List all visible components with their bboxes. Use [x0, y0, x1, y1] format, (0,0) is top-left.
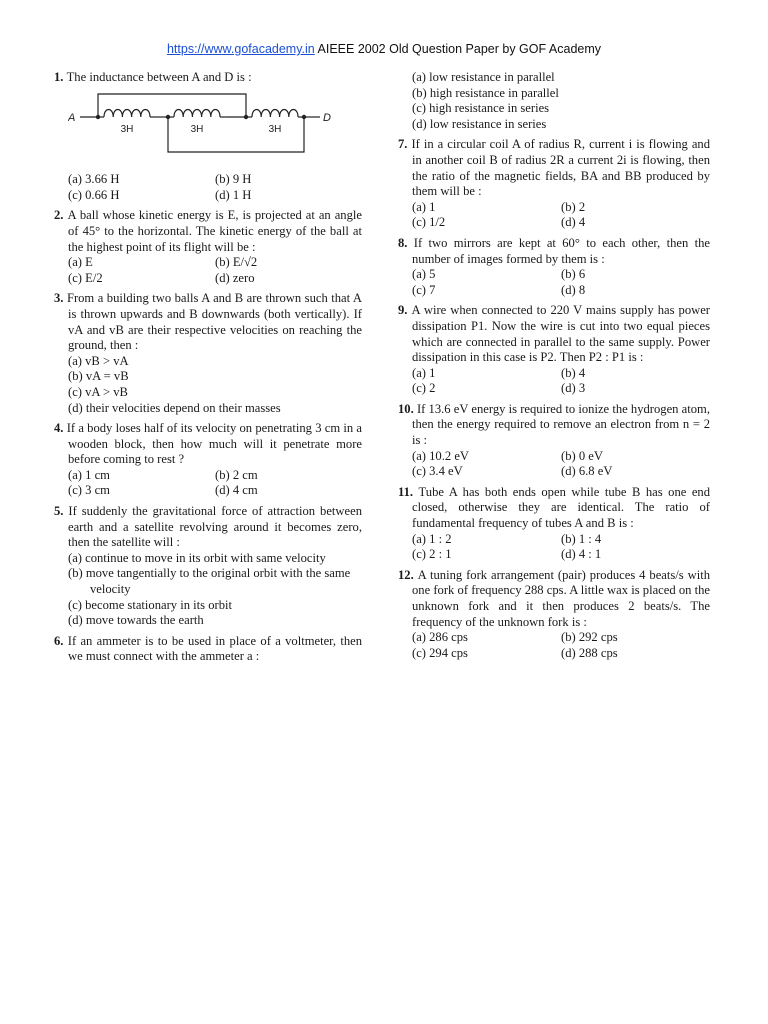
answer-option: (d) 1 H: [215, 187, 252, 202]
answer-option: (c) 2 : 1: [412, 547, 452, 562]
question-6: [54, 634, 362, 665]
question-body: If a body loses half of its velocity on penetrating 3 cm in a wooden block, then how much will it penetrate more before coming to rest ?: [66, 421, 362, 467]
inductor-coil-2: [174, 109, 220, 117]
question-text: [54, 504, 362, 551]
question-text: [398, 137, 710, 199]
answer-option: (d) their velocities depend on their masses: [68, 400, 281, 415]
answer-option: (b) 2 cm: [215, 467, 258, 482]
question-body: If two mirrors are kept at 60° to each other, then the number of images formed by them is :: [412, 235, 710, 266]
answer-option: (d) 4: [561, 215, 586, 230]
question-11: [398, 485, 710, 563]
answer-option: (a) 10.2 eV: [412, 448, 469, 463]
answer-option: (d) move towards the earth: [68, 613, 204, 628]
question-number: 9.: [398, 303, 412, 318]
question-number: 12.: [398, 567, 418, 582]
answer-option: (a) 286 cps: [412, 630, 468, 645]
label-a: A: [68, 111, 76, 124]
answer-option: (b) 292 cps: [561, 630, 618, 645]
answer-options: [398, 200, 710, 231]
answer-option: (a) low resistance in parallel: [412, 70, 555, 84]
answer-option: (b) E/√2: [215, 255, 258, 270]
answer-options: [54, 551, 362, 629]
answer-option: (a) 1 : 2: [412, 531, 452, 546]
question-1: [54, 70, 362, 203]
answer-option: (a) 5: [412, 267, 436, 282]
inductor-label-3: 3H: [268, 123, 282, 135]
answer-options: [54, 468, 362, 499]
label-d: D: [323, 111, 331, 124]
answer-option: (b) high resistance in parallel: [412, 85, 559, 100]
question-continued: [398, 70, 710, 132]
answer-options: [398, 449, 710, 480]
question-5: [54, 504, 362, 629]
answer-option: (c) 3 cm: [68, 483, 110, 498]
answer-option: (b) 4: [561, 365, 586, 380]
question-body: From a building two balls A and B are thrown such that A is thrown upwards and B downwards (both vertically). If vA and vB are their respective velocities on reaching the ground, then :: [66, 291, 363, 353]
question-8: [398, 236, 710, 298]
answer-option: (b) move tangentially to the original orbit with the same velocity: [68, 566, 351, 597]
answer-option: (a) 1: [412, 199, 436, 214]
question-text: [398, 236, 710, 267]
question-number: 2.: [54, 208, 68, 223]
answer-option: (d) 6.8 eV: [561, 464, 613, 479]
question-number: 5.: [54, 504, 69, 519]
question-text: [54, 208, 362, 255]
question-body: If 13.6 eV energy is required to ionize the hydrogen atom, then the energy required to remove an electron from n = 2 is :: [412, 401, 710, 448]
question-number: 7.: [398, 137, 412, 152]
question-9: [398, 303, 710, 397]
answer-option: (c) become stationary in its orbit: [68, 597, 233, 612]
inductor-label-1: 3H: [120, 123, 134, 135]
inductor-coil-1: [104, 109, 150, 117]
answer-options: [398, 70, 710, 132]
header-title: AIEEE 2002 Old Question Paper by GOF Academy: [314, 42, 602, 56]
question-number: 11.: [398, 484, 419, 499]
answer-option: (c) high resistance in series: [412, 101, 550, 116]
answer-option: (c) 3.4 eV: [412, 464, 463, 479]
header-link[interactable]: https://www.gofacademy.in: [166, 42, 315, 56]
question-12: [398, 568, 710, 662]
inductor-circuit-diagram: [68, 92, 338, 162]
question-text: [398, 402, 710, 449]
inductor-coil-3: [252, 109, 298, 117]
right-column: [398, 70, 710, 666]
answer-option: (a) continue to move in its orbit with same velocity: [68, 550, 326, 565]
question-number: 4.: [54, 421, 67, 436]
question-number: 8.: [398, 235, 414, 250]
question-body: The inductance between A and D is :: [66, 70, 252, 84]
answer-option: (d) 4 cm: [215, 483, 258, 498]
answer-options: [398, 532, 710, 563]
question-body: If suddenly the gravitational force of attraction between earth and a satellite revolving around it becomes zero, then the satellite will :: [68, 504, 363, 550]
question-3: [54, 291, 362, 416]
answer-options: [54, 255, 362, 286]
answer-options: [398, 267, 710, 298]
answer-option: (d) 288 cps: [561, 645, 618, 660]
question-text: [398, 303, 710, 365]
question-body: A tuning fork arrangement (pair) produces 4 beats/s with one fork of frequency 288 cps. A little wax is placed on the unknown fork and it then produces 2 beats/s. The frequency of the unknown fork is :: [412, 567, 710, 629]
answer-option: (d) 3: [561, 381, 586, 396]
question-10: [398, 402, 710, 480]
answer-option: (b) 1 : 4: [561, 531, 602, 546]
question-7: [398, 137, 710, 231]
question-number: 3.: [54, 291, 67, 306]
answer-option: (a) E: [68, 255, 93, 270]
answer-option: (c) E/2: [68, 270, 103, 285]
answer-option: (c) 7: [412, 282, 436, 297]
question-body: A wire when connected to 220 V mains supply has power dissipation P1. Now the wire is cut into two equal pieces which are connected in parallel to the same supply. Power dissipation in this case is P2. Then P2 : P1 is :: [411, 303, 711, 365]
question-body: A ball whose kinetic energy is E, is projected at an angle of 45° to the horizontal. The kinetic energy of the ball at the highest point of its flight will be :: [67, 208, 362, 254]
question-body: Tube A has both ends open while tube B has one end closed, otherwise they are identical. The ratio of fundamental frequency of tubes A and B is :: [412, 484, 710, 531]
answer-option: (a) vB > vA: [68, 353, 129, 368]
question-text: [54, 634, 362, 665]
bypass-wire-top: [98, 94, 246, 117]
question-number: 1.: [54, 70, 67, 84]
answer-option: (c) vA > vB: [68, 384, 128, 399]
answer-option: (d) 8: [561, 282, 586, 297]
answer-option: (b) 0 eV: [561, 448, 603, 463]
answer-option: (d) zero: [215, 270, 255, 285]
left-column: [54, 70, 362, 670]
inductor-label-2: 3H: [190, 123, 204, 135]
answer-option: (d) low resistance in series: [412, 116, 547, 131]
answer-option: (b) 2: [561, 199, 586, 214]
question-4: [54, 421, 362, 499]
bypass-wire-bottom: [168, 117, 304, 152]
answer-options: [398, 366, 710, 397]
question-2: [54, 208, 362, 286]
answer-options: [54, 354, 362, 416]
question-text: [54, 421, 362, 468]
answer-options: [54, 172, 362, 203]
question-number: 6.: [54, 633, 68, 648]
answer-option: (a) 1: [412, 365, 436, 380]
answer-option: (b) 6: [561, 267, 586, 282]
answer-option: (c) 2: [412, 381, 436, 396]
answer-option: (c) 0.66 H: [68, 187, 120, 202]
question-number: 10.: [398, 401, 417, 416]
question-text: [54, 70, 362, 86]
question-body: If an ammeter is to be used in place of a voltmeter, then we must connect with the ammeter a :: [67, 633, 363, 664]
answer-option: (c) 1/2: [412, 215, 446, 230]
answer-option: (b) vA = vB: [68, 369, 129, 384]
answer-option: (a) 1 cm: [68, 467, 110, 482]
answer-option: (c) 294 cps: [412, 645, 468, 660]
answer-option: (b) 9 H: [215, 172, 252, 187]
answer-option: (d) 4 : 1: [561, 547, 602, 562]
question-body: If in a circular coil A of radius R, current i is flowing and in another coil B of radius 2R a current 2i is flowing, then the ratio of the magnetic fields, BA and BB produced by them will be :: [411, 137, 711, 199]
question-text: [54, 291, 362, 353]
page-header: [0, 42, 768, 56]
question-text: [398, 485, 710, 532]
answer-options: [398, 630, 710, 661]
answer-option: (a) 3.66 H: [68, 172, 120, 187]
question-text: [398, 568, 710, 630]
